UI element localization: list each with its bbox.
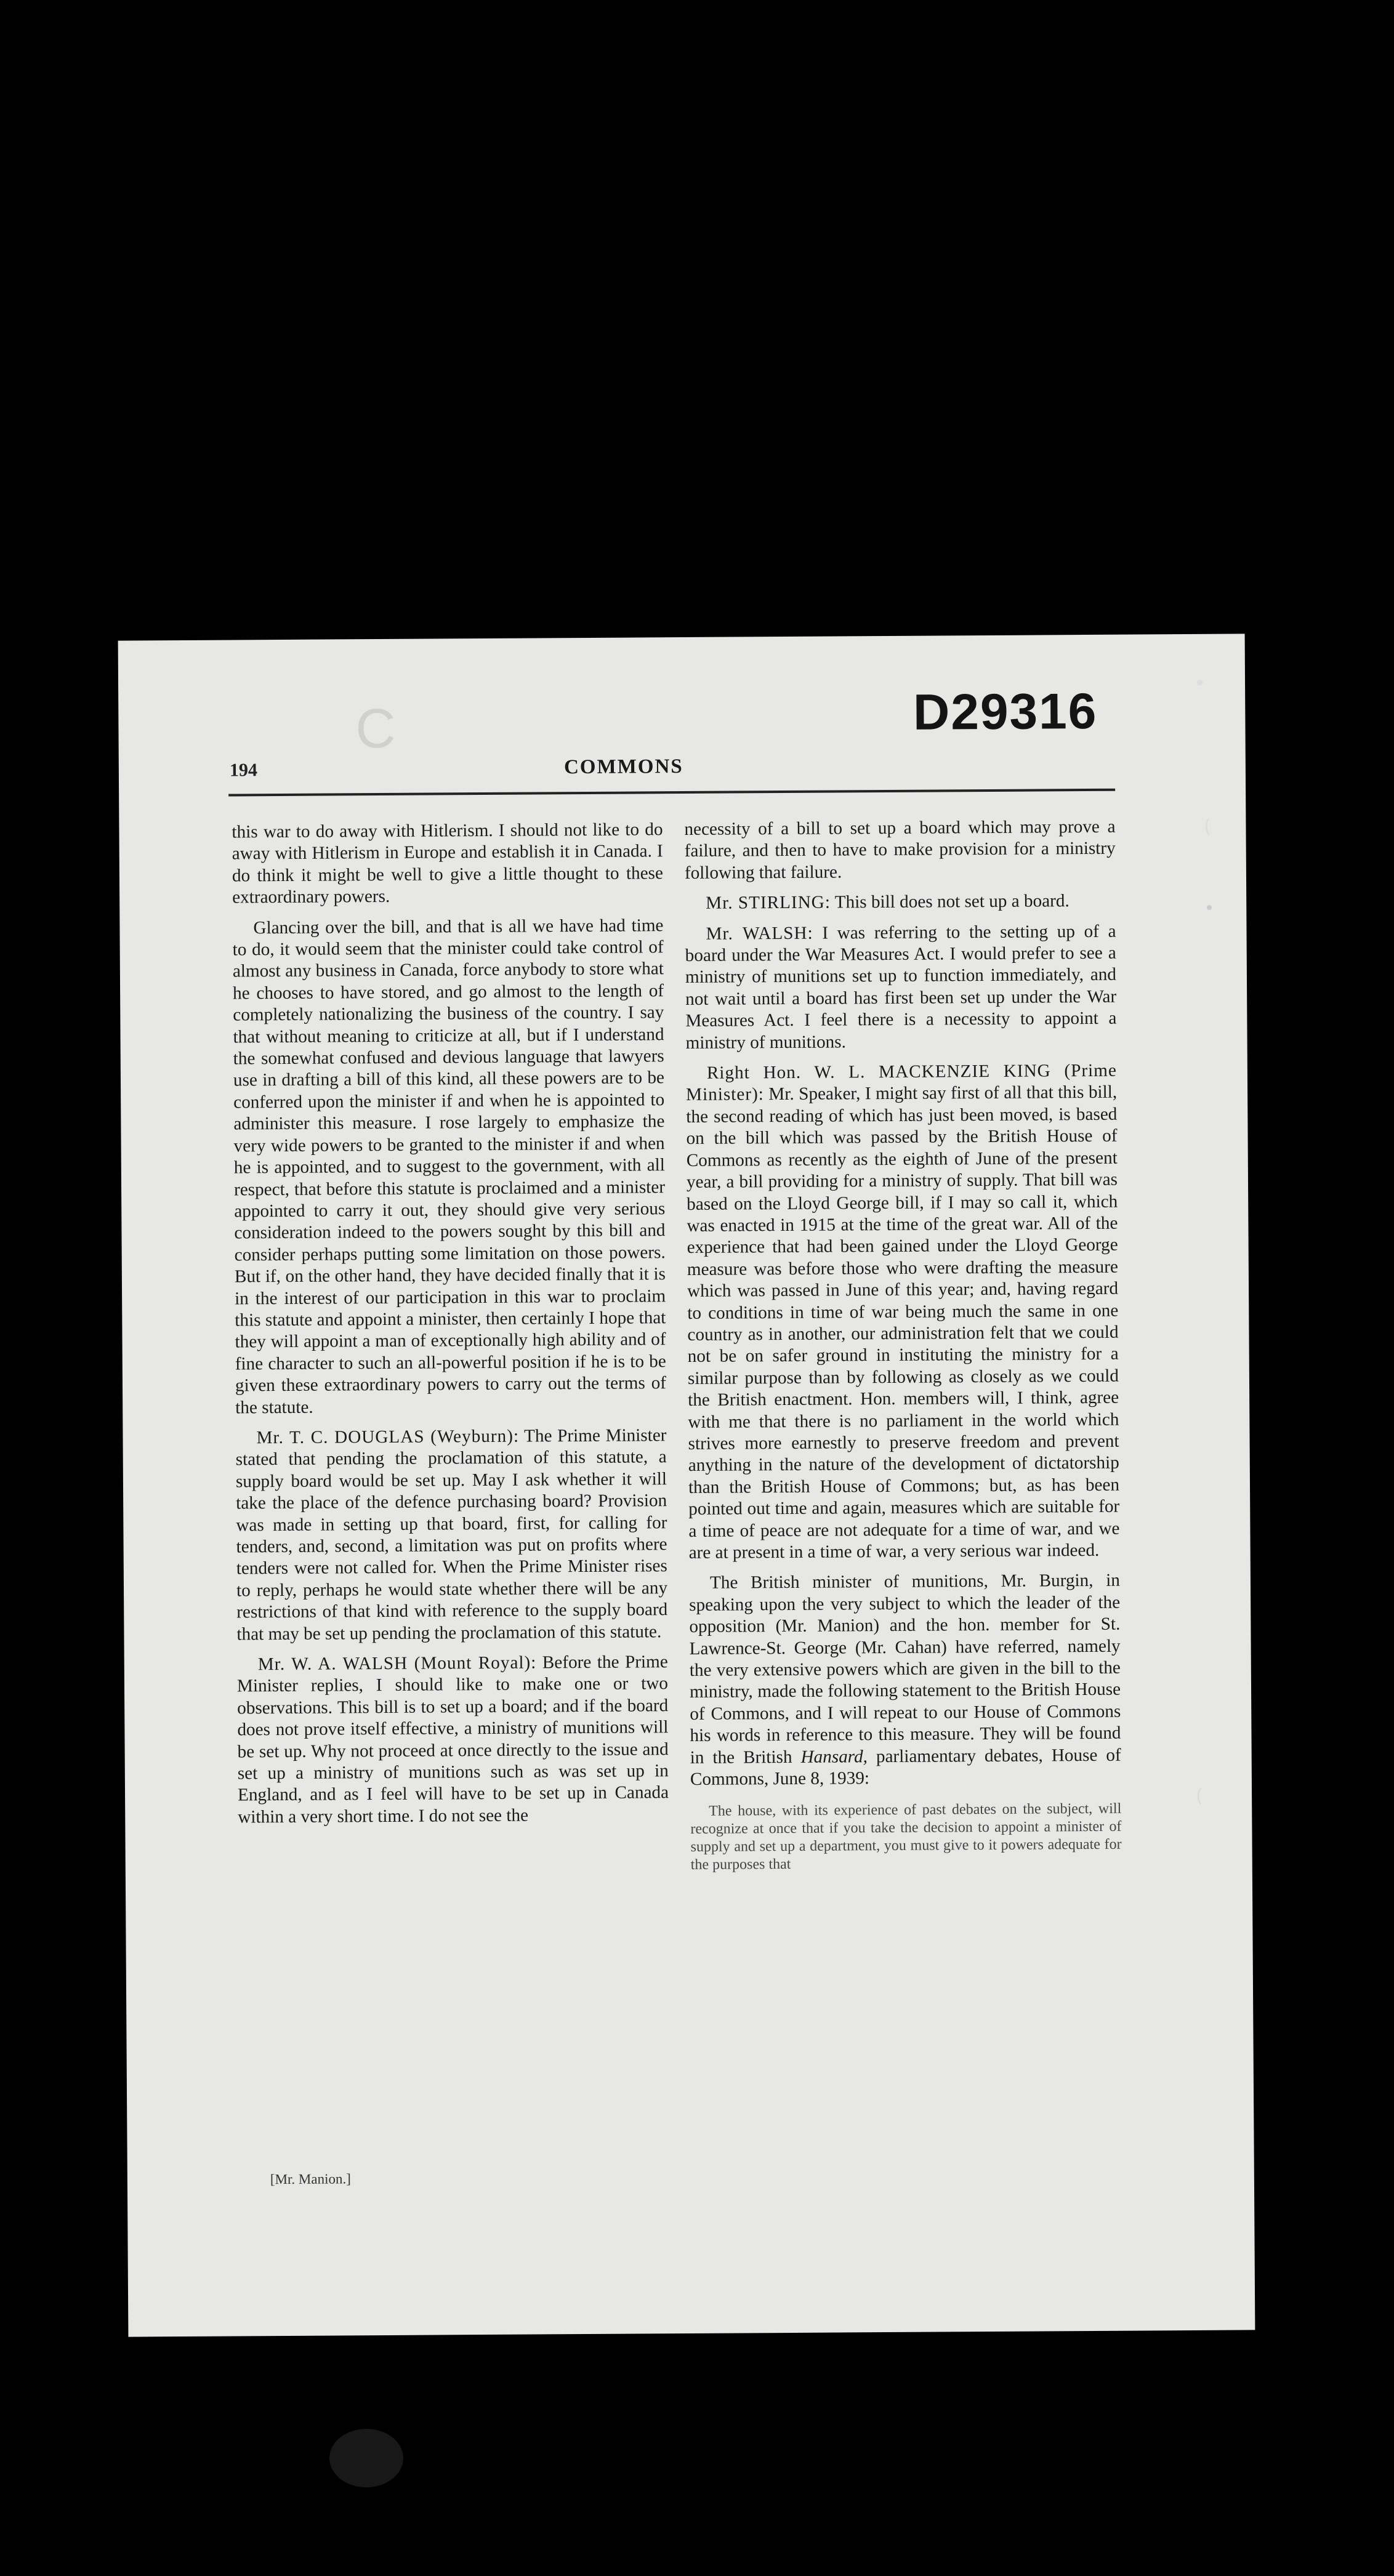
speech-paragraph xyxy=(685,890,1116,915)
speaker-name: Right Hon. W. L. MACKENZIE KING (Prime Minister): xyxy=(686,1060,1117,1105)
speech-text: Mr. Speaker, I might say first of all that this bill, the second reading of which has just been moved, is based on the bill which was passed by the British House of Commons as recently as the eighth of June of the present year, a bill providing for a ministry of supply. That bill was based on the Lloyd George bill, if I may so call it, which was enacted in 1915 at the time of the great war. All of the experience that had been gained under the Lloyd George measure was before those who were drafting the measure which was passed in June of this year; and, having regard to conditions in time of war being much the same in one country as in another, our administration felt that we could not be on safer ground in instituting the ministry for a similar purpose than by following as closely as we could the British enactment. Hon. members will, I think, agree with me that there is no parliament in the world which strives more earnestly to preserve freedom and prevent anything in the nature of the development of dictatorship than the British House of Commons; but, as has been pointed out time and again, measures which are suitable for a time of peace are not adequate for a time of war, and we are at present in a time of war, a very serious war indeed. xyxy=(686,1082,1120,1563)
italic-title: Hansard, xyxy=(800,1746,868,1767)
page-number: 194 xyxy=(229,760,257,781)
paragraph: Glancing over the bill, and that is all we have had time to do, it would seem that the minister could take control of almost any business in Canada, force anybody to store what he chooses to have stored, and go almost to the length of completely nationalizing the business of the country. I say that without meaning to criticize at all, but if I understand the somewhat confused and devious language that lawyers use in drafting a bill of this kind, all these powers are to be conferred upon the minister if and when he is appointed to administer this measure. I rose largely to emphasize the very wide powers to be granted to the minister if and when he is appointed, and to suggest to the government, with all respect, that before this statute is proclaimed and a minister appointed to carry it out, they should give very serious consideration indeed to the powers sought by this bill and consider perhaps putting some limitation on those powers. But if, on the other hand, they have decided finally that it is in the interest of our participation in this war to proclaim this statute and appoint a minister, then certainly I hope that they will appoint a man of exceptionally high ability and of fine character to such an all-powerful position if he is to be given these extraordinary powers to carry out the terms of the statute. xyxy=(232,915,667,1418)
speaker-name: Mr. STIRLING: xyxy=(706,892,831,914)
speech-text: This bill does not set up a board. xyxy=(834,891,1070,912)
speaker-name: Mr. T. C. DOUGLAS (Weyburn): xyxy=(256,1426,520,1448)
speech-text: The Prime Minister stated that pending the proclamation of this statute, a supply board would be set up. May I ask whether it will take the place of the defence purchasing board? Provision was made in setting up that board, first, for calling for tenders, and, second, a limitation was put on profits where tenders were not called for. When the Prime Minister rises to reply, perhaps he would state whether there will be any restrictions of that kind with reference to the supply board that may be set up pending the proclamation of this statute. xyxy=(235,1425,668,1644)
paragraph xyxy=(689,1570,1121,1790)
speaker-name: Mr. W. A. WALSH (Mount Royal): xyxy=(257,1652,537,1675)
header-rule xyxy=(228,789,1115,797)
left-column xyxy=(232,819,669,1837)
edge-mark: ( xyxy=(1204,816,1211,837)
speaker-name: Mr. WALSH: xyxy=(706,923,813,944)
paragraph-text: The British minister of munitions, Mr. Burgin, in speaking upon the very subject to which the leader of the opposition (Mr. Manion) and the hon. member for St. Lawrence-St. George (Mr. Cahan) have referred, namely the very extensive powers which are given in the bill to the ministry, made the following statement to the British House of Commons, and I will repeat to our House of Commons his words in reference to this measure. They will be found in the British xyxy=(689,1571,1121,1768)
paragraph: this war to do away with Hitlerism. I should not like to do away with Hitlerism in Europe and establish it in Canada. I do think it might be well to give a little thought to these extraordinary powers. xyxy=(232,819,664,908)
speech-paragraph xyxy=(685,920,1116,1054)
document-stamp: D29316 xyxy=(913,683,1098,741)
right-column xyxy=(684,816,1122,1883)
edge-dot xyxy=(1197,680,1203,685)
speech-paragraph xyxy=(237,1651,669,1829)
film-smudge xyxy=(329,2429,403,2487)
block-quote: The house, with its experience of past debates on the subject, will recognize at once that if you take the decision to appoint a minister of supply and set up a department, you must give to it powers adequate for the purposes that xyxy=(690,1801,1122,1874)
paragraph-text: parliamentary debates, House of Commons, June 8, 1939: xyxy=(690,1745,1121,1790)
running-head: COMMONS xyxy=(563,755,683,779)
speech-paragraph xyxy=(235,1425,667,1645)
paragraph: necessity of a bill to set up a board which may prove a failure, and then to have to make provision for a ministry following that failure. xyxy=(684,816,1116,883)
speech-paragraph xyxy=(686,1060,1120,1564)
footer-note: [Mr. Manion.] xyxy=(270,2171,351,2188)
speech-text: I was referring to the setting up of a board under the War Measures Act. I would prefer to see a ministry of munitions set up to function immediately, and not wait until a board has first been set up under the War Measures Act. I feel there is a necessity to appoint a ministry of munitions. xyxy=(685,921,1117,1053)
faint-page-mark: C xyxy=(355,698,396,760)
speech-text: Before the Prime Minister replies, I should like to make one or two observations. This bill is to set up a board; and if the board does not prove itself effective, a ministry of munitions will be set up. Why not proceed at once directly to the issue and set up a ministry of munitions such as was set up in England, and as I feel will have to be set up in Canada within a very short time. I do not see the xyxy=(236,1652,669,1827)
edge-dot xyxy=(1207,905,1212,910)
document-page xyxy=(118,634,1255,2337)
edge-mark: ( xyxy=(1196,1785,1203,1807)
